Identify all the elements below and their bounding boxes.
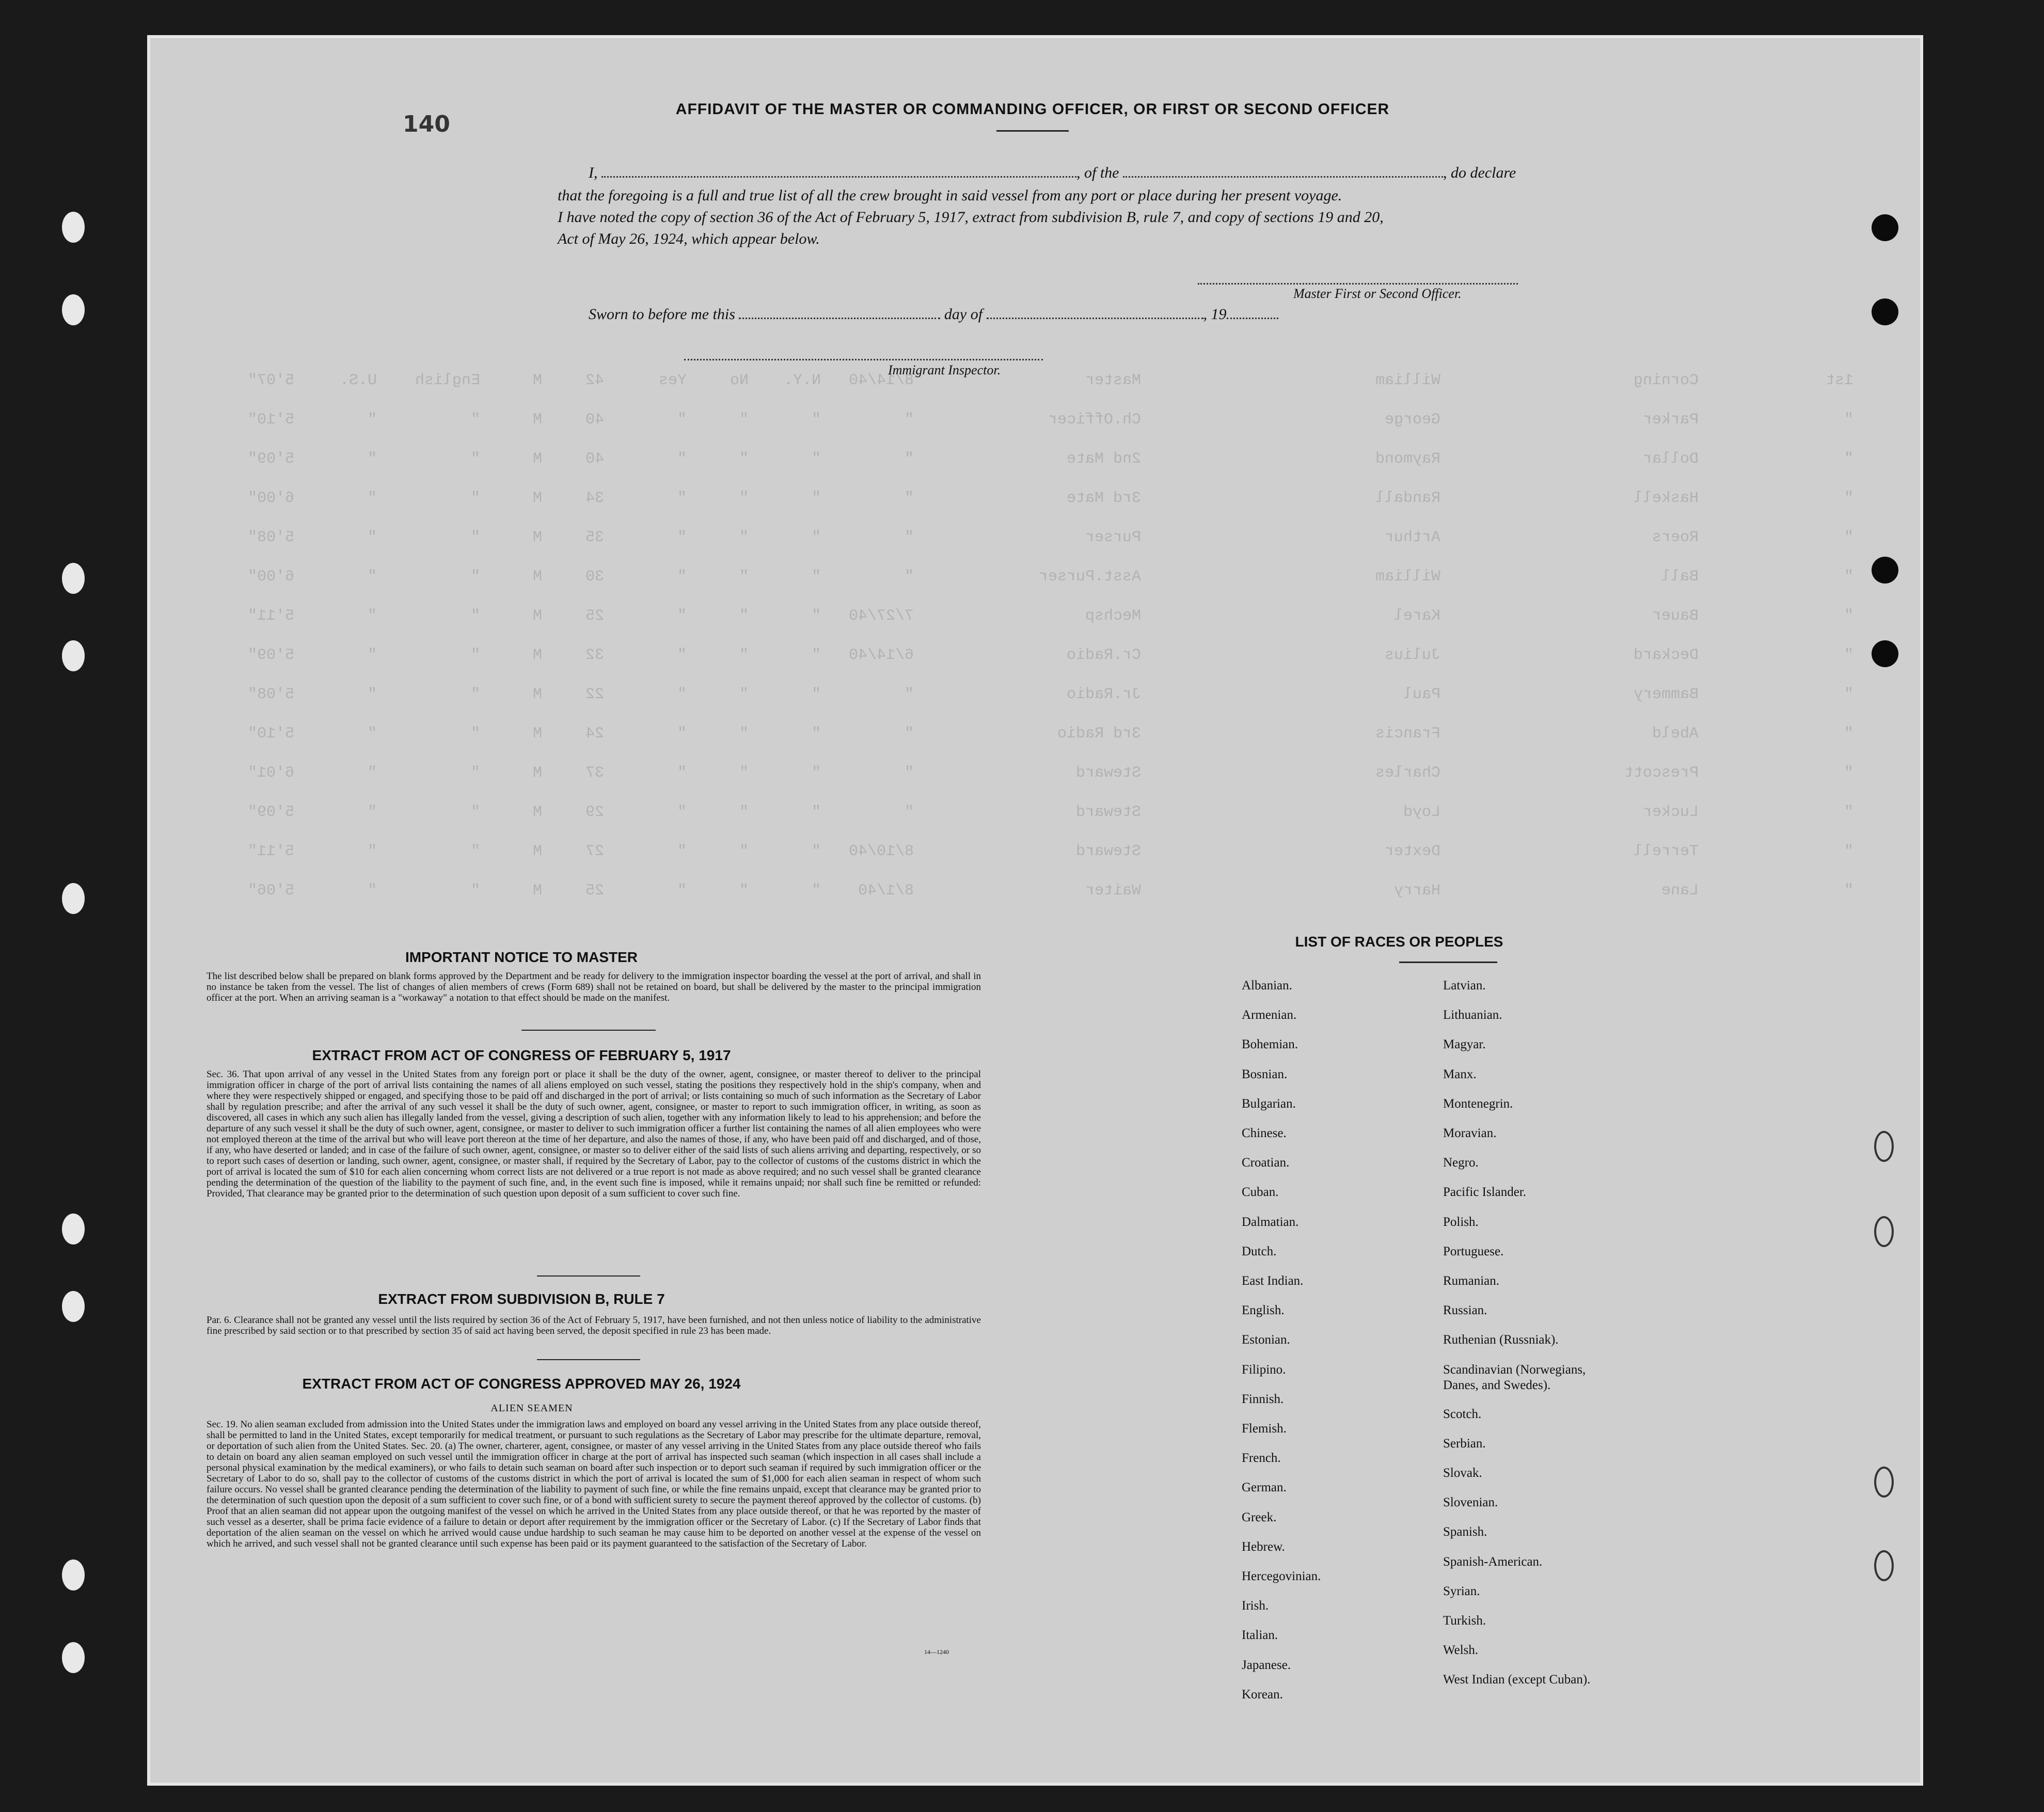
race-item: Bosnian. [1242, 1067, 1288, 1081]
affidavit-line-3: I have noted the copy of section 36 of the Act of February 5, 1917, extract from subdivision B, rule 7, and copy of sections 19 and 20, [558, 209, 1384, 226]
race-item: Armenian. [1242, 1008, 1297, 1022]
bleed-through-cell: " [811, 882, 821, 900]
race-item: Bohemian. [1242, 1037, 1298, 1052]
bleed-through-cell: " [677, 843, 687, 860]
bleed-through-cell: 8/14/40 [848, 372, 914, 389]
bleed-through-cell: Randall [1375, 490, 1440, 507]
bleed-through-cell: M [532, 843, 542, 860]
bleed-through-cell: " [811, 803, 821, 821]
bleed-through-cell: Corning [1633, 372, 1699, 389]
affidavit-declare-label: , do declare [1443, 164, 1516, 181]
bleed-through-cell: Arthur [1384, 529, 1440, 546]
bleed-through-cell: " [677, 411, 687, 429]
bleed-through-cell: 5'08" [247, 686, 294, 703]
bleed-through-cell: " [677, 490, 687, 507]
bleed-through-cell: " [677, 803, 687, 821]
inspector-signature-line[interactable] [684, 359, 1043, 360]
bleed-through-cell: Lane [1661, 882, 1699, 900]
bleed-through-cell: 3rd Mate [1066, 490, 1141, 507]
race-item: Ruthenian (Russniak). [1443, 1333, 1559, 1347]
bleed-through-cell: " [470, 529, 480, 546]
bleed-through-cell: 5'11" [247, 843, 294, 860]
bleed-through-cell: " [470, 882, 480, 900]
bleed-through-cell: M [532, 411, 542, 429]
race-item: Korean. [1242, 1687, 1283, 1701]
affidavit-declaration-line [589, 164, 1516, 182]
bleed-through-cell: " [677, 568, 687, 586]
bleed-through-cell: M [532, 882, 542, 900]
bleed-through-cell: 5'11" [247, 607, 294, 625]
bleed-through-cell: 5'09" [247, 450, 294, 468]
bleed-through-cell: Paul [1403, 686, 1440, 703]
bleed-through-cell: " [739, 490, 749, 507]
race-item: Japanese. [1242, 1658, 1291, 1672]
bleed-through-cell: " [1844, 764, 1853, 782]
affidavit-i-label: I, [589, 164, 598, 181]
race-item: Rumanian. [1443, 1274, 1500, 1288]
bleed-through-cell: Dexter [1384, 843, 1440, 860]
punch-hole-icon [1874, 1550, 1894, 1581]
race-item: Danes, and Swedes). [1443, 1378, 1551, 1392]
bleed-through-cell: 40 [585, 450, 604, 468]
bleed-through-cell: 5'10" [247, 411, 294, 429]
bleed-through-cell: " [1844, 686, 1853, 703]
bleed-through-cell: " [677, 450, 687, 468]
race-item: Scotch. [1443, 1407, 1482, 1421]
bleed-through-cell: " [1844, 490, 1853, 507]
bleed-through-cell: " [367, 686, 377, 703]
race-item: Croatian. [1242, 1156, 1290, 1170]
bleed-through-cell: M [532, 450, 542, 468]
bleed-through-cell: Lucker [1642, 803, 1699, 821]
bleed-through-cell: M [532, 568, 542, 586]
race-item: Montenegrin. [1443, 1096, 1513, 1111]
bleed-through-cell: George [1384, 411, 1440, 429]
race-item: Hercegovinian. [1242, 1569, 1321, 1583]
punch-hole-icon [62, 640, 85, 671]
bleed-through-cell: " [367, 764, 377, 782]
bleed-through-cell: " [739, 529, 749, 546]
race-item: Chinese. [1242, 1126, 1287, 1140]
race-item: Negro. [1443, 1156, 1479, 1170]
punch-hole-icon [62, 1642, 85, 1673]
bleed-through-cell: 5'06" [247, 882, 294, 900]
bleed-through-cell: " [367, 882, 377, 900]
bleed-through-cell: " [811, 450, 821, 468]
bleed-through-cell: 8/10/40 [848, 843, 914, 860]
bleed-through-cell: M [532, 725, 542, 743]
race-item: Slovenian. [1443, 1495, 1498, 1510]
bleed-through-cell: Prescott [1624, 764, 1699, 782]
race-item: Syrian. [1443, 1584, 1480, 1598]
bleed-through-cell: " [367, 843, 377, 860]
bleed-through-cell: N.Y. [783, 372, 821, 389]
rule-7-title: EXTRACT FROM SUBDIVISION B, RULE 7 [378, 1291, 665, 1307]
master-signature-label: Master First or Second Officer. [1293, 286, 1462, 301]
bleed-through-cell: " [1844, 647, 1853, 664]
bleed-through-cell: " [739, 803, 749, 821]
race-item: Russian. [1443, 1303, 1487, 1318]
bleed-through-cell: " [1844, 882, 1853, 900]
bleed-through-cell: " [677, 725, 687, 743]
race-item: Greek. [1242, 1510, 1277, 1524]
bleed-through-cell: 5'07" [247, 372, 294, 389]
race-item: Turkish. [1443, 1614, 1486, 1628]
bleed-through-cell: M [532, 686, 542, 703]
bleed-through-cell: " [677, 764, 687, 782]
race-item: Scandinavian (Norwegians, [1443, 1362, 1586, 1377]
bleed-through-cell: 37 [585, 764, 604, 782]
bleed-through-cell: " [1844, 803, 1853, 821]
punch-hole-icon [62, 1291, 85, 1322]
race-item: Lithuanian. [1443, 1008, 1502, 1022]
race-item: Manx. [1443, 1067, 1477, 1081]
bleed-through-cell: " [739, 843, 749, 860]
bleed-through-cell: 32 [585, 647, 604, 664]
punch-hole-icon [1874, 1131, 1894, 1162]
punch-hole-icon [62, 883, 85, 914]
bleed-through-cell: " [904, 411, 914, 429]
bleed-through-cell: " [470, 843, 480, 860]
extract-1924-title: EXTRACT FROM ACT OF CONGRESS APPROVED MAY 26, 1924 [302, 1376, 741, 1392]
race-item: Italian. [1242, 1628, 1278, 1643]
bleed-through-cell: 5'08" [247, 529, 294, 546]
punch-hole-icon [62, 212, 85, 243]
race-item: French. [1242, 1451, 1281, 1466]
race-item: Moravian. [1443, 1126, 1497, 1140]
bleed-through-cell: M [532, 529, 542, 546]
bleed-through-cell: Charles [1375, 764, 1440, 782]
punch-hole-icon [62, 1214, 85, 1244]
bleed-through-cell: " [470, 450, 480, 468]
punch-hole-icon [62, 294, 85, 325]
bleed-through-cell: " [367, 647, 377, 664]
sworn-year-blank[interactable] [1227, 306, 1278, 319]
bleed-through-cell: " [739, 607, 749, 625]
page-number: 140 [403, 111, 450, 137]
punch-hole-icon [62, 1559, 85, 1590]
bleed-through-cell: " [739, 764, 749, 782]
bleed-through-cell: 6'00" [247, 490, 294, 507]
race-item: Cuban. [1242, 1185, 1279, 1200]
bleed-through-cell: Karel [1393, 607, 1440, 625]
punch-hole-icon [1874, 1467, 1894, 1498]
race-item: Filipino. [1242, 1362, 1286, 1377]
title-rule [996, 130, 1069, 132]
bleed-through-cell: " [1844, 568, 1853, 586]
affidavit-line-2: that the foregoing is a full and true list of all the crew brought in said vessel from any port or place during her present voyage. [558, 187, 1342, 204]
bleed-through-cell: " [904, 764, 914, 782]
bleed-through-cell: " [739, 647, 749, 664]
bleed-through-cell: " [367, 411, 377, 429]
bleed-through-cell: " [811, 568, 821, 586]
bleed-through-cell: Jr.Radio [1066, 686, 1141, 703]
bleed-through-cell: 6'01" [247, 764, 294, 782]
bleed-through-cell: William [1375, 568, 1440, 586]
bleed-through-cell: " [904, 450, 914, 468]
sworn-month-blank[interactable] [987, 306, 1203, 319]
race-item: East Indian. [1242, 1274, 1304, 1288]
bleed-through-cell: " [739, 725, 749, 743]
affidavit-of-label: , of the [1076, 164, 1119, 181]
bleed-through-cell: Purser [1085, 529, 1141, 546]
extract-1924-body: Sec. 19. No alien seaman excluded from admission into the United States under the immigration laws and employed on board any vessel arriving in the United States from any place outside thereof, shall be permitted to land in the United States, except temporarily for medical treatment, or pursuant to such regulations as the Secretary of Labor may prescribe for the ultimate departure, removal, or deportation of such alien from the United States. Sec. 20. (a) The owner, charterer, agent, consignee, or master of any vessel arriving in the United States from any place outside thereof who fails to detain on board any alien seaman employed on such vessel until the immigration officer in charge at the port of arrival has inspected such seaman (which inspection in all cases shall include a personal physical examination by the medical examiners), or who fails to detain such seaman on board after such inspection or to deport such seaman if required by such immigration officer or the Secretary of Labor to do so, shall pay to the collector of customs of the customs district in which the port of arrival is located the sum of $1,000 for each alien seaman in respect of whom such failure occurs. No vessel shall be granted clearance pending the determination of the liability to payment of such fine, or while the fine remains unpaid, except that clearance may be granted prior to the determination of such question upon the deposit of a sum sufficient to cover such fine, or of a bond with sufficient surety to secure the payment thereof approved by the collector of customs. (b) Proof that an alien seaman did not appear upon the outgoing manifest of the vessel on which he arrived in the United States from any place outside thereof, or that he was reported by the master of such vessel as a deserter, shall be prima facie evidence of a failure to detain or deport after requirement by the immigration officer or the Secretary of Labor. (c) If the Secretary of Labor finds that deportation of the alien seaman on the vessel on which he arrived would cause undue hardship to such seaman he may cause him to be deported on another vessel at the expense of the vessel on which he arrived, and such vessel shall not be granted clearance until such expense has been paid or its payment guaranteed to the satisfaction of the Secretary of Labor. [207, 1419, 981, 1549]
race-item: Spanish. [1443, 1525, 1487, 1539]
bleed-through-cell: M [532, 372, 542, 389]
bleed-through-cell: " [367, 803, 377, 821]
bleed-through-cell: " [677, 686, 687, 703]
bleed-through-cell: 40 [585, 411, 604, 429]
race-item: Spanish-American. [1443, 1554, 1543, 1569]
bleed-through-cell: Mechsp [1085, 607, 1141, 625]
bleed-through-cell: " [811, 490, 821, 507]
bleed-through-cell: M [532, 764, 542, 782]
bleed-through-cell: M [532, 803, 542, 821]
bleed-through-cell: " [1844, 607, 1853, 625]
bleed-through-cell: " [904, 529, 914, 546]
bleed-through-cell: " [904, 568, 914, 586]
punch-hole-icon [1874, 1216, 1894, 1247]
bleed-through-cell: 6'00" [247, 568, 294, 586]
bleed-through-cell: Roers [1652, 529, 1699, 546]
bleed-through-cell: Steward [1075, 803, 1141, 821]
bleed-through-cell: " [470, 725, 480, 743]
race-item: Bulgarian. [1242, 1096, 1296, 1111]
punch-hole-icon [1872, 214, 1898, 241]
bleed-through-cell: " [904, 686, 914, 703]
races-rule [1399, 962, 1497, 963]
bleed-through-cell: Julius [1384, 647, 1440, 664]
bleed-through-cell: " [1844, 725, 1853, 743]
notice-title: IMPORTANT NOTICE TO MASTER [405, 949, 638, 965]
race-item: Flemish. [1242, 1422, 1287, 1436]
bleed-through-cell: " [739, 686, 749, 703]
race-item: Albanian. [1242, 979, 1292, 992]
bleed-through-cell: 8/1/40 [858, 882, 914, 900]
bleed-through-cell: 34 [585, 490, 604, 507]
bleed-through-cell: M [532, 607, 542, 625]
bleed-through-cell: 6/14/40 [848, 647, 914, 664]
bleed-through-cell: Abeld [1652, 725, 1699, 743]
bleed-through-cell: Terrell [1633, 843, 1699, 860]
race-item: Estonian. [1242, 1333, 1290, 1347]
race-item: Irish. [1242, 1599, 1269, 1613]
year-label: , 19 [1203, 306, 1227, 323]
extract-1917-body: Sec. 36. That upon arrival of any vessel in the United States from any foreign port or place it shall be the duty of the owner, agent, consignee, or master thereof to deliver to the principal immigration officer in charge of the port of arrival lists containing the names of all aliens employed on such vessel, stating the positions they respectively hold in the ship's company, when and where they were respectively shipped or engaged, and specifying those to be paid off and discharged in the port of arrival; or lists containing so much of such information as the Secretary of Labor shall by regulation prescribe; and after the arrival of any such vessel it shall be the duty of such owner, agent, consignee, or master to report to such immigration officer, in writing, as soon as discovered, all cases in which any such alien has illegally landed from the vessel, giving a description of such alien, together with any information likely to lead to his apprehension; and before the departure of any such vessel it shall be the duty of such owner, agent, consignee, or master to deliver to such immigration officer a further list containing the names of all alien employees who were not employed thereon at the time of the arrival but who will leave port thereon at the time of her departure, and also the names of those, if any, who have been paid off and discharged, and of those, if any, who have deserted or landed; and in case of the failure of such owner, agent, consignee, or master so to deliver either of the said lists of such aliens arriving and departing, respectively, or so to report such cases of desertion or landing, such owner, agent, consignee, or master shall, if required by the Secretary of Labor, pay to the collector of customs of the customs district in which the port of arrival is located the sum of $10 for each alien concerning whom correct lists are not delivered or a true report is not made as above required; and no such vessel shall be granted clearance pending the determination of the question of the liability to the payment of such fine, and, in the event such fine is imposed, while it remains unpaid; nor shall such fine be remitted or refunded: Provided, That clearance may be granted prior to the determination of such question upon deposit of a sum sufficient to cover such fine. [207, 1069, 981, 1199]
name-blank[interactable] [601, 165, 1076, 178]
bleed-through-cell: " [470, 568, 480, 586]
bleed-through-cell: " [470, 803, 480, 821]
bleed-through-cell: " [677, 882, 687, 900]
race-item: Portuguese. [1443, 1244, 1504, 1258]
race-item: German. [1242, 1480, 1287, 1495]
bleed-through-cell: " [811, 764, 821, 782]
bleed-through-cell: Parker [1642, 411, 1699, 429]
bleed-through-cell: Bauer [1652, 607, 1699, 625]
bleed-through-cell: Deckard [1633, 647, 1699, 664]
alien-seamen-subtitle: ALIEN SEAMEN [490, 1403, 573, 1414]
bleed-through-cell: 7/27/40 [848, 607, 914, 625]
bleed-through-cell: 5'09" [247, 647, 294, 664]
race-item: Welsh. [1443, 1643, 1479, 1658]
affidavit-title: AFFIDAVIT OF THE MASTER OR COMMANDING OFFICER, OR FIRST OR SECOND OFFICER [675, 101, 1390, 118]
race-item: Hebrew. [1242, 1539, 1285, 1554]
bleed-through-crew-list [155, 372, 1884, 919]
bleed-through-cell: " [811, 529, 821, 546]
bleed-through-cell: Asst.Purser [1038, 568, 1141, 586]
bleed-through-cell: " [739, 411, 749, 429]
bleed-through-cell: Raymond [1375, 450, 1440, 468]
bleed-through-cell: Haskell [1633, 490, 1699, 507]
race-item: Slovak. [1443, 1466, 1482, 1480]
sworn-line [589, 306, 1278, 323]
bleed-through-cell: " [811, 686, 821, 703]
bleed-through-cell: 25 [585, 882, 604, 900]
bleed-through-cell: " [367, 529, 377, 546]
bleed-through-cell: " [904, 803, 914, 821]
rule-7-body: Par. 6. Clearance shall not be granted any vessel until the lists required by section 36 of the Act of February 5, 1917, have been furnished, and not then unless notice of liability to the administrative fine prescribed by said section or to that prescribed by section 35 of said act having been served, the deposit specified in rule 23 has been made. [207, 1315, 981, 1336]
bleed-through-cell: " [811, 647, 821, 664]
bleed-through-cell: Waiter [1085, 882, 1141, 900]
bleed-through-cell: 2nd Mate [1066, 450, 1141, 468]
bleed-through-cell: " [811, 411, 821, 429]
bleed-through-cell: " [367, 568, 377, 586]
bleed-through-cell: " [811, 607, 821, 625]
master-signature-line[interactable] [1198, 283, 1518, 285]
bleed-through-cell: No [730, 372, 749, 389]
bleed-through-cell: Steward [1075, 843, 1141, 860]
bleed-through-cell: " [470, 607, 480, 625]
bleed-through-cell: 1st [1825, 372, 1853, 389]
race-item: Magyar. [1443, 1037, 1486, 1052]
race-item: English. [1242, 1303, 1285, 1318]
bleed-through-cell: 27 [585, 843, 604, 860]
bleed-through-cell: " [470, 490, 480, 507]
bleed-through-cell: 24 [585, 725, 604, 743]
bleed-through-cell: M [532, 647, 542, 664]
bleed-through-cell: 5'09" [247, 803, 294, 821]
race-item: Latvian. [1443, 979, 1486, 992]
bleed-through-cell: " [1844, 529, 1853, 546]
notice-body: The list described below shall be prepared on blank forms approved by the Department and be ready for delivery to the immigration inspector boarding the vessel at the port of arrival, and shall in no instance be taken from the vessel. The list of changes of alien members of crews (Form 689) shall not be retained on board, but shall be delivered by the master to the principal immigration officer at the port. When an arriving seaman is a "workaway" a notation to that effect should be made on the manifest. [207, 971, 981, 1003]
bleed-through-cell: " [367, 450, 377, 468]
bleed-through-cell: " [739, 568, 749, 586]
bleed-through-cell: " [677, 647, 687, 664]
section-rule [521, 1030, 656, 1031]
race-item: Dutch. [1242, 1244, 1277, 1258]
race-item: West Indian (except Cuban). [1443, 1673, 1591, 1687]
vessel-blank[interactable] [1123, 165, 1443, 178]
bleed-through-cell: " [677, 607, 687, 625]
race-item: Finnish. [1242, 1392, 1284, 1406]
bleed-through-cell: Steward [1075, 764, 1141, 782]
extract-1917-title: EXTRACT FROM ACT OF CONGRESS OF FEBRUARY 5, 1917 [312, 1047, 731, 1063]
bleed-through-cell: 30 [585, 568, 604, 586]
bleed-through-cell: Francis [1375, 725, 1440, 743]
bleed-through-cell: 22 [585, 686, 604, 703]
section-rule [537, 1359, 640, 1360]
bleed-through-cell: Harry [1393, 882, 1440, 900]
bleed-through-cell: Dollar [1642, 450, 1699, 468]
bleed-through-cell: 42 [585, 372, 604, 389]
bleed-through-cell: " [739, 882, 749, 900]
bleed-through-cell: " [367, 725, 377, 743]
bleed-through-cell: " [904, 725, 914, 743]
bleed-through-cell: M [532, 490, 542, 507]
race-item: Serbian. [1443, 1436, 1486, 1451]
bleed-through-cell: " [811, 725, 821, 743]
bleed-through-cell: 35 [585, 529, 604, 546]
inspector-signature-label: Immigrant Inspector. [888, 363, 1001, 377]
bleed-through-cell: " [1844, 450, 1853, 468]
sworn-day-blank[interactable] [739, 306, 940, 319]
bleed-through-cell: " [470, 647, 480, 664]
bleed-through-cell: 29 [585, 803, 604, 821]
form-number: 14—1240 [924, 1648, 949, 1656]
bleed-through-cell: " [739, 450, 749, 468]
bleed-through-cell: " [811, 843, 821, 860]
bleed-through-cell: " [1844, 411, 1853, 429]
bleed-through-cell: " [367, 490, 377, 507]
races-title: LIST OF RACES OR PEOPLES [1295, 934, 1503, 950]
race-item: Polish. [1443, 1215, 1479, 1229]
bleed-through-cell: Yes [658, 372, 687, 389]
race-item: Pacific Islander. [1443, 1185, 1527, 1200]
bleed-through-cell: " [470, 411, 480, 429]
day-of-label: day of [944, 306, 983, 323]
bleed-through-cell: U.S. [339, 372, 377, 389]
bleed-through-cell: English [415, 372, 480, 389]
bleed-through-cell: Bammery [1633, 686, 1699, 703]
bleed-through-cell: Cr.Radio [1066, 647, 1141, 664]
bleed-through-cell: 3rd Radio [1057, 725, 1141, 743]
punch-hole-icon [1872, 298, 1898, 325]
bleed-through-cell: Ch.Officer [1048, 411, 1141, 429]
bleed-through-cell: " [904, 490, 914, 507]
affidavit-line-4: Act of May 26, 1924, which appear below. [558, 230, 820, 247]
bleed-through-cell: " [470, 764, 480, 782]
bleed-through-cell: Loyd [1403, 803, 1440, 821]
bleed-through-cell: 25 [585, 607, 604, 625]
bleed-through-cell: Ball [1661, 568, 1699, 586]
race-item: Dalmatian. [1242, 1215, 1299, 1229]
sworn-label: Sworn to before me this [589, 306, 735, 323]
bleed-through-cell: " [470, 686, 480, 703]
bleed-through-cell: William [1375, 372, 1440, 389]
punch-hole-icon [62, 563, 85, 594]
section-rule [537, 1275, 640, 1277]
bleed-through-cell: 5'10" [247, 725, 294, 743]
bleed-through-cell: " [677, 529, 687, 546]
bleed-through-cell: " [367, 607, 377, 625]
bleed-through-cell: Master [1085, 372, 1141, 389]
bleed-through-cell: " [1844, 843, 1853, 860]
